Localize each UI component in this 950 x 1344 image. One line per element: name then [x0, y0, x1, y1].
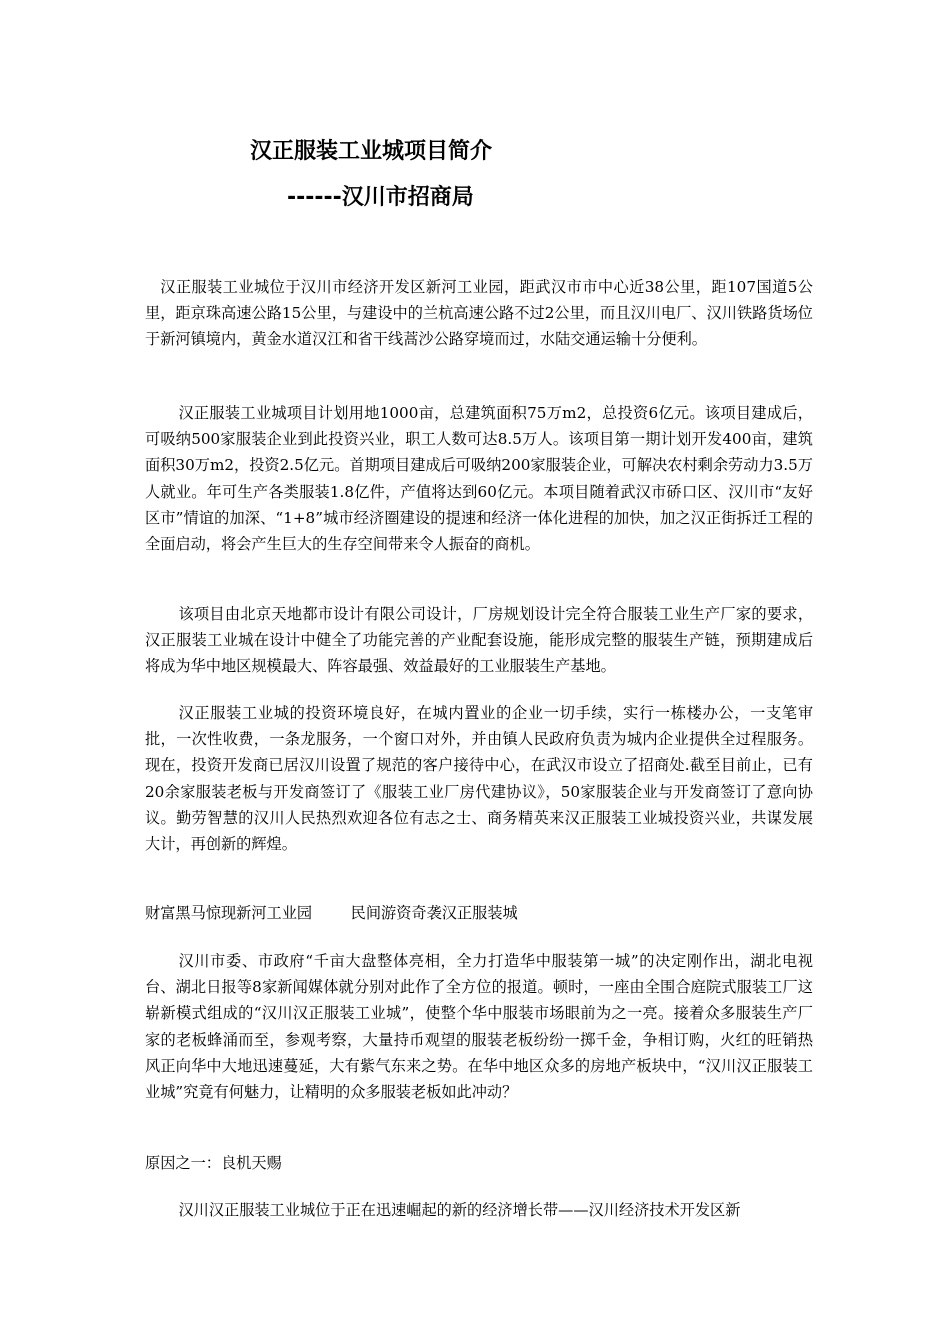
- document-title: 汉正服装工业城项目简介: [250, 139, 493, 164]
- paragraph-investment: 汉正服装工业城项目计划用地1000亩，总建筑面积75万m2，总投资6亿元。该项目建成后，可吸纳500家服装企业到此投资兴业，职工人数可达8.5万人。该项目第一期计划开发400亩，建筑面积30万m2，投资2.5亿元。首期项目建成后可吸纳200家服装企业，可解决农村剩余劳动力3.5万人就业。年可生产各类服装1.8亿件，产值将达到60亿元。本项目随着武汉市硚口区、汉川市“友好区市”情谊的加深、“1+8”城市经济圈建设的提速和经济一体化进程的加快，加之汉正街拆迁工程的全面启动，将会产生巨大的生存空间带来令人振奋的商机。: [145, 404, 813, 554]
- news-heading: 财富黑马惊现新河工业园 民间游资奇袭汉正服装城: [145, 904, 518, 922]
- paragraph-environment: 汉正服装工业城的投资环境良好，在城内置业的企业一切手续，实行一栋楼办公，一支笔审批，一次性收费，一条龙服务，一个窗口对外，并由镇人民政府负责为城内企业提供全过程服务。现在，投资开发商已居汉川设置了规范的客户接待中心，在武汉市设立了招商处.截至目前止，已有20余家服装老板与开发商签订了《服装工业厂房代建协议》，50家服装企业与开发商签订了意向协议。勤劳智慧的汉川人民热烈欢迎各位有志之士、商务精英来汉正服装工业城投资兴业，共谋发展大计，再创新的辉煌。: [145, 704, 813, 854]
- document-subtitle: ------汉川市招商局: [287, 185, 474, 210]
- reason-paragraph: 汉川汉正服装工业城位于正在迅速崛起的新的经济增长带——汉川经济技术开发区新: [178, 1201, 741, 1219]
- paragraph-location: 汉正服装工业城位于汉川市经济开发区新河工业园，距武汉市市中心近38公里，距107国道5公里，距京珠高速公路15公里，与建设中的兰杭高速公路不过2公里，而且汉川电厂、汉川铁路货场位于新河镇境内，黄金水道汉江和省干线蒿沙公路穿境而过，水陆交通运输十分便利。: [145, 278, 813, 349]
- news-paragraph: 汉川市委、市政府“千亩大盘整体亮相，全力打造华中服装第一城”的决定刚作出，湖北电视台、湖北日报等8家新闻媒体就分别对此作了全方位的报道。顿时，一座由全围合庭院式服装工厂这崭新模式组成的“汉川汉正服装工业城”，使整个华中服装市场眼前为之一亮。接着众多服装生产厂家的老板蜂涌而至，参观考察，大量持币观望的服装老板纷纷一掷千金，争相订购，火红的旺销热风正向华中大地迅速蔓延，大有紫气东来之势。在华中地区众多的房地产板块中，“汉川汉正服装工业城”究竟有何魅力，让精明的众多服装老板如此冲动？: [145, 952, 813, 1102]
- paragraph-design: 该项目由北京天地都市设计有限公司设计，厂房规划设计完全符合服装工业生产厂家的要求，汉正服装工业城在设计中健全了功能完善的产业配套设施，能形成完整的服装生产链，预期建成后将成为华中地区规模最大、阵容最强、效益最好的工业服装生产基地。: [145, 605, 813, 676]
- reason-heading: 原因之一：良机天赐: [145, 1154, 282, 1172]
